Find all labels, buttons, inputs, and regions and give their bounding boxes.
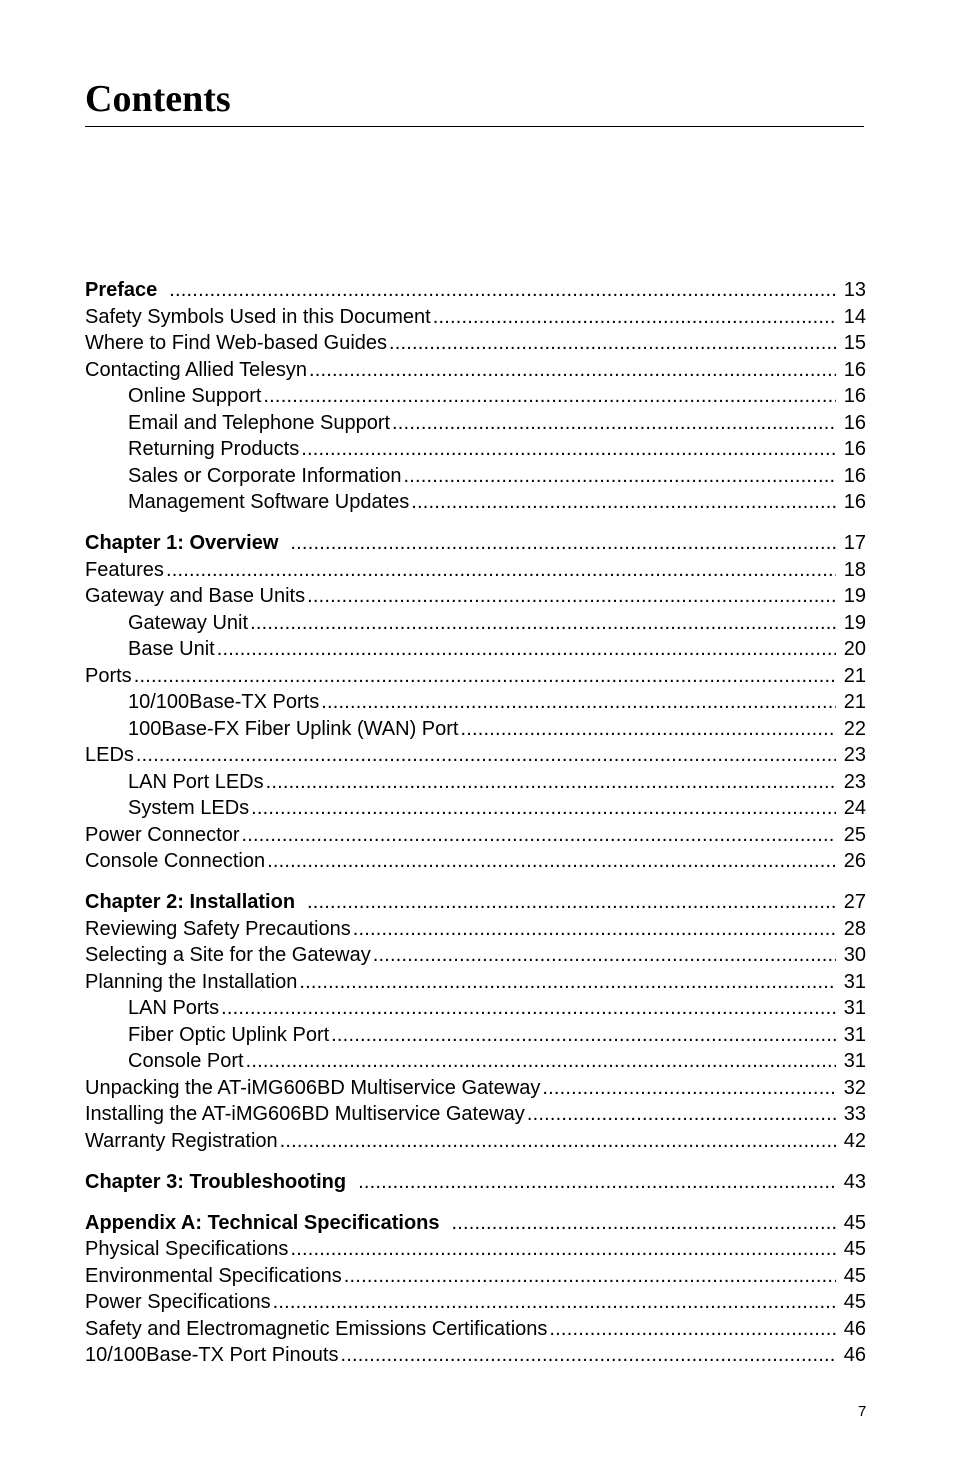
toc-entry-title: Base Unit	[128, 638, 215, 660]
toc-entry-title: 100Base-FX Fiber Uplink (WAN) Port	[128, 717, 459, 740]
toc-entry[interactable]	[85, 1075, 866, 1102]
toc-entry-page: 28	[843, 917, 866, 940]
toc-dot-leader	[221, 995, 836, 1022]
toc-entry[interactable]	[85, 1048, 866, 1075]
toc-entry-page: 16	[843, 411, 866, 434]
toc-entry-page: 13	[843, 279, 866, 301]
toc-entry-title: Appendix A: Technical Specifications	[85, 1211, 440, 1234]
toc-dot-leader	[169, 277, 836, 304]
toc-entry[interactable]	[85, 689, 866, 716]
toc-entry-title: Preface	[85, 279, 158, 301]
toc-entry-page: 25	[843, 823, 866, 846]
toc-entry-page: 24	[843, 797, 866, 819]
toc-entry-title: Power Specifications	[85, 1291, 271, 1313]
toc-entry-title: LAN Ports	[128, 997, 220, 1019]
toc-entry-title: 10/100Base-TX Port Pinouts	[85, 1344, 339, 1366]
toc-entry-page: 15	[843, 332, 866, 354]
toc-dot-leader	[344, 1263, 836, 1290]
toc-entry-page: 14	[843, 305, 866, 328]
toc-entry[interactable]	[85, 969, 866, 996]
toc-entry-title: Environmental Specifications	[85, 1264, 342, 1287]
toc-entry-page: 31	[843, 997, 866, 1019]
toc-entry-page: 18	[843, 558, 866, 581]
toc-entry-page: 21	[843, 691, 866, 713]
toc-entry[interactable]	[85, 716, 866, 743]
toc-entry[interactable]	[85, 636, 866, 663]
toc-entry[interactable]	[85, 436, 866, 463]
toc-dot-leader	[331, 1022, 836, 1049]
toc-dot-leader	[299, 969, 836, 996]
toc-entry-title: Ports	[85, 664, 132, 687]
toc-chapter-entry[interactable]	[85, 889, 866, 916]
toc-entry-page: 17	[843, 532, 866, 554]
toc-dot-leader	[373, 942, 836, 969]
toc-entry[interactable]	[85, 1263, 866, 1290]
toc-entry[interactable]	[85, 357, 866, 384]
toc-entry[interactable]	[85, 742, 866, 769]
toc-entry[interactable]	[85, 1128, 866, 1155]
toc-chapter-entry[interactable]	[85, 530, 866, 557]
toc-entry-page: 16	[843, 464, 866, 487]
toc-entry-title: 10/100Base-TX Ports	[128, 691, 320, 713]
toc-entry[interactable]	[85, 583, 866, 610]
toc-entry-page: 31	[843, 970, 866, 993]
toc-entry-page: 45	[843, 1291, 866, 1313]
toc-entry-page: 46	[843, 1344, 866, 1366]
toc-entry-title: Safety and Electromagnetic Emissions Certifications	[85, 1317, 548, 1340]
toc-entry-title: LEDs	[85, 744, 134, 766]
toc-entry[interactable]	[85, 795, 866, 822]
toc-entry-page: 33	[843, 1103, 866, 1125]
toc-entry[interactable]	[85, 916, 866, 943]
toc-dot-leader	[340, 1342, 836, 1369]
toc-entry[interactable]	[85, 1101, 866, 1128]
table-of-contents	[85, 277, 866, 1369]
toc-entry-page: 27	[843, 891, 866, 913]
toc-entry-page: 42	[843, 1129, 866, 1152]
toc-dot-leader	[273, 1289, 836, 1316]
toc-dot-leader	[166, 557, 836, 584]
toc-dot-leader	[136, 742, 836, 769]
toc-entry[interactable]	[85, 848, 866, 875]
title-divider	[85, 126, 864, 127]
toc-entry-page: 45	[843, 1238, 866, 1260]
toc-dot-leader	[309, 357, 836, 384]
toc-entry-title: Chapter 2: Installation	[85, 891, 296, 913]
toc-entry-title: Gateway and Base Units	[85, 585, 306, 607]
toc-entry-page: 19	[843, 611, 866, 634]
toc-entry-title: Sales or Corporate Information	[128, 464, 402, 487]
toc-entry[interactable]	[85, 1342, 866, 1369]
toc-entry-title: Returning Products	[128, 438, 300, 460]
toc-entry[interactable]	[85, 463, 866, 490]
toc-dot-leader	[411, 489, 836, 516]
toc-entry-title: Physical Specifications	[85, 1238, 289, 1260]
toc-entry-title: Contacting Allied Telesyn	[85, 358, 307, 381]
toc-dot-leader	[321, 689, 836, 716]
toc-entry-title: Console Port	[128, 1050, 244, 1072]
toc-dot-leader	[266, 769, 836, 796]
toc-entry-title: Chapter 1: Overview	[85, 532, 279, 554]
toc-entry-title: Planning the Installation	[85, 970, 298, 993]
toc-entry-page: 16	[843, 491, 866, 513]
toc-dot-leader	[246, 1048, 836, 1075]
toc-entry-title: Email and Telephone Support	[128, 411, 391, 434]
toc-entry-page: 16	[843, 358, 866, 381]
toc-entry-page: 16	[843, 438, 866, 460]
toc-entry[interactable]	[85, 822, 866, 849]
toc-entry-title: System LEDs	[128, 797, 250, 819]
toc-dot-leader	[263, 383, 836, 410]
toc-dot-leader	[134, 663, 836, 690]
toc-entry[interactable]	[85, 1289, 866, 1316]
toc-dot-leader	[242, 822, 836, 849]
toc-dot-leader	[452, 1210, 836, 1237]
toc-entry[interactable]	[85, 610, 866, 637]
toc-entry-title: Fiber Optic Uplink Port	[128, 1023, 330, 1046]
toc-entry-title: Management Software Updates	[128, 491, 410, 513]
toc-entry-page: 26	[843, 850, 866, 872]
toc-entry-page: 32	[843, 1076, 866, 1099]
toc-entry-title: Unpacking the AT-iMG606BD Multiservice Gateway	[85, 1076, 541, 1099]
toc-entry[interactable]	[85, 383, 866, 410]
toc-dot-leader	[353, 916, 836, 943]
page-number: 7	[858, 1403, 867, 1420]
toc-entry-page: 31	[843, 1050, 866, 1072]
toc-dot-leader	[460, 716, 836, 743]
toc-entry-page: 43	[843, 1170, 866, 1193]
toc-entry-title: Console Connection	[85, 850, 266, 872]
toc-entry[interactable]	[85, 663, 866, 690]
toc-entry-title: Power Connector	[85, 823, 240, 846]
toc-entry-page: 16	[843, 385, 866, 407]
toc-entry-title: Warranty Registration	[85, 1129, 278, 1152]
toc-entry[interactable]	[85, 557, 866, 584]
toc-dot-leader	[358, 1169, 836, 1196]
toc-entry-title: LAN Port LEDs	[128, 770, 264, 793]
toc-dot-leader	[290, 1236, 836, 1263]
toc-dot-leader	[217, 636, 836, 663]
toc-entry[interactable]	[85, 330, 866, 357]
toc-dot-leader	[392, 410, 836, 437]
toc-chapter-entry[interactable]	[85, 1210, 866, 1237]
toc-entry-title: Chapter 3: Troubleshooting	[85, 1170, 347, 1193]
toc-entry[interactable]	[85, 489, 866, 516]
toc-dot-leader	[267, 848, 836, 875]
toc-entry-page: 45	[843, 1264, 866, 1287]
toc-dot-leader	[280, 1128, 836, 1155]
toc-entry-title: Where to Find Web-based Guides	[85, 332, 388, 354]
toc-entry-title: Safety Symbols Used in this Document	[85, 305, 431, 328]
toc-chapter-entry[interactable]	[85, 277, 866, 304]
toc-dot-leader	[250, 610, 836, 637]
toc-entry[interactable]	[85, 1022, 866, 1049]
toc-entry-title: Gateway Unit	[128, 611, 249, 634]
toc-entry-page: 19	[843, 585, 866, 607]
toc-entry-page: 23	[843, 744, 866, 766]
toc-entry[interactable]	[85, 1236, 866, 1263]
toc-dot-leader	[549, 1316, 836, 1343]
toc-entry-title: Online Support	[128, 385, 262, 407]
toc-entry[interactable]	[85, 304, 866, 331]
toc-entry[interactable]	[85, 942, 866, 969]
toc-dot-leader	[433, 304, 836, 331]
toc-entry-title: Selecting a Site for the Gateway	[85, 944, 371, 966]
toc-dot-leader	[251, 795, 836, 822]
toc-entry-title: Installing the AT-iMG606BD Multiservice Gateway	[85, 1103, 525, 1125]
toc-entry-page: 22	[843, 717, 866, 740]
toc-dot-leader	[307, 583, 836, 610]
toc-entry-title: Features	[85, 558, 164, 581]
toc-entry-page: 23	[843, 770, 866, 793]
toc-entry[interactable]	[85, 995, 866, 1022]
toc-entry-page: 21	[843, 664, 866, 687]
toc-dot-leader	[307, 889, 836, 916]
toc-dot-leader	[527, 1101, 836, 1128]
toc-entry[interactable]	[85, 410, 866, 437]
toc-entry[interactable]	[85, 1316, 866, 1343]
toc-entry-page: 20	[843, 638, 866, 660]
toc-dot-leader	[301, 436, 836, 463]
toc-entry[interactable]	[85, 769, 866, 796]
toc-chapter-entry[interactable]	[85, 1169, 866, 1196]
toc-dot-leader	[290, 530, 836, 557]
toc-dot-leader	[403, 463, 836, 490]
toc-entry-page: 31	[843, 1023, 866, 1046]
toc-entry-page: 46	[843, 1317, 866, 1340]
toc-entry-title: Reviewing Safety Precautions	[85, 917, 351, 940]
page-title: Contents	[85, 78, 231, 120]
toc-dot-leader	[542, 1075, 836, 1102]
toc-dot-leader	[389, 330, 836, 357]
toc-entry-page: 30	[843, 944, 866, 966]
toc-entry-page: 45	[843, 1211, 866, 1234]
